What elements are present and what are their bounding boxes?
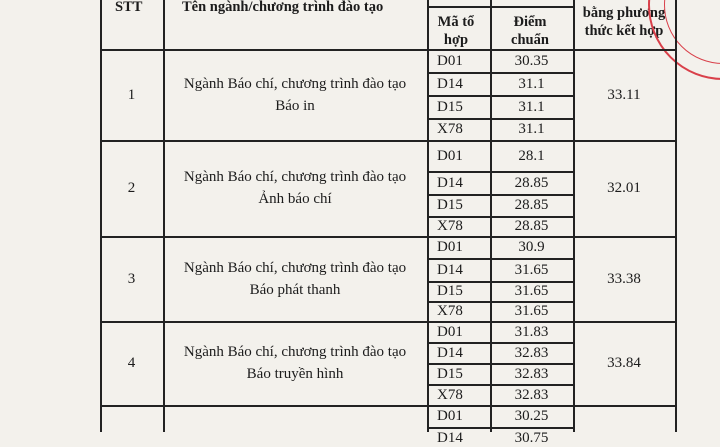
subject-code-cell: D15 — [437, 365, 463, 382]
header-bottom-border — [100, 49, 675, 51]
combined-score-cell: 33.84 — [607, 355, 641, 371]
subrow-border — [427, 72, 573, 74]
header-combined-line1: bằng phương — [582, 5, 666, 21]
subject-code-cell: D14 — [437, 261, 463, 278]
row-program-line1: Ngành Báo chí, chương trình đào tạo — [183, 259, 407, 276]
row-border — [100, 140, 675, 142]
row-program-line2: Báo truyền hình — [246, 366, 344, 382]
header-score-line1: Điểm — [513, 14, 547, 30]
row-border — [100, 236, 675, 238]
subject-score-cell: 28.85 — [514, 197, 549, 213]
row-stt: 2 — [127, 180, 136, 196]
subject-code-cell: D14 — [437, 174, 463, 191]
header-subline — [427, 6, 573, 8]
row-program-line2: Báo phát thanh — [249, 281, 341, 298]
combined-score-cell: 32.01 — [607, 180, 641, 196]
subject-score-cell: 32.83 — [514, 386, 549, 403]
subject-score-cell: 31.83 — [514, 323, 549, 340]
subject-score-cell: 28.1 — [518, 147, 545, 164]
row-border — [100, 321, 675, 323]
subject-score-cell: 32.83 — [514, 344, 549, 361]
header-stt: STT — [115, 0, 143, 15]
row-stt: 4 — [127, 355, 136, 371]
subject-score-cell: 28.85 — [514, 174, 549, 191]
subject-code-cell: D14 — [437, 75, 463, 92]
row-program-line1: Ngành Báo chí, chương trình đào tạo — [183, 169, 407, 185]
subject-code-cell: D01 — [437, 408, 463, 424]
subject-code-cell: D15 — [437, 98, 463, 115]
subject-code-cell: D01 — [437, 52, 463, 69]
combined-score-cell: 33.11 — [607, 86, 641, 103]
subject-score-cell: 31.1 — [518, 98, 545, 115]
row-stt: 1 — [127, 86, 136, 103]
red-seal-stamp — [648, 0, 720, 80]
header-combined-line2: thức kết hợp — [584, 23, 664, 39]
subject-code-cell: D14 — [437, 344, 463, 361]
row-stt: 3 — [127, 270, 136, 287]
subject-score-cell: 31.65 — [514, 303, 549, 319]
header-score-line2: chuẩn — [511, 32, 549, 48]
subject-code-cell: X78 — [437, 218, 463, 234]
column-border — [675, 0, 677, 432]
row-program-line1: Ngành Báo chí, chương trình đào tạo — [183, 344, 407, 360]
combined-score-cell: 33.38 — [607, 270, 641, 287]
subject-score-cell: 30.35 — [514, 52, 549, 69]
subject-score-cell: 31.1 — [518, 121, 545, 137]
subject-score-cell: 28.85 — [514, 218, 549, 234]
subject-code-cell: X78 — [437, 386, 463, 403]
subject-code-cell: D15 — [437, 197, 463, 213]
subject-score-cell: 32.83 — [514, 365, 549, 382]
header-combo-line2: hợp — [443, 32, 469, 48]
subject-score-cell: 31.65 — [514, 283, 549, 299]
subject-code-cell: D01 — [437, 147, 463, 164]
subject-code-cell: X78 — [437, 121, 463, 137]
header-program: Tên ngành/chương trình đào tạo — [182, 0, 384, 15]
row-program-line2: Ảnh báo chí — [258, 191, 332, 207]
header-combo-line1: Mã tổ — [437, 14, 475, 30]
subrow-border — [427, 258, 573, 260]
subject-score-cell: 30.75 — [514, 430, 549, 446]
subrow-border — [427, 171, 573, 173]
subject-code-cell: D01 — [437, 323, 463, 340]
subject-code-cell: D01 — [437, 239, 463, 255]
subject-score-cell: 30.9 — [518, 239, 545, 255]
row-border — [100, 405, 675, 407]
subject-score-cell: 31.65 — [514, 261, 549, 278]
row-program-line2: Báo in — [275, 97, 315, 114]
subject-code-cell: D15 — [437, 283, 463, 299]
subject-code-cell: D14 — [437, 430, 463, 446]
subject-score-cell: 31.1 — [518, 75, 545, 92]
subrow-border — [427, 95, 573, 97]
row-program-line1: Ngành Báo chí, chương trình đào tạo — [183, 75, 407, 92]
subject-code-cell: X78 — [437, 303, 463, 319]
subject-score-cell: 30.25 — [514, 408, 549, 424]
